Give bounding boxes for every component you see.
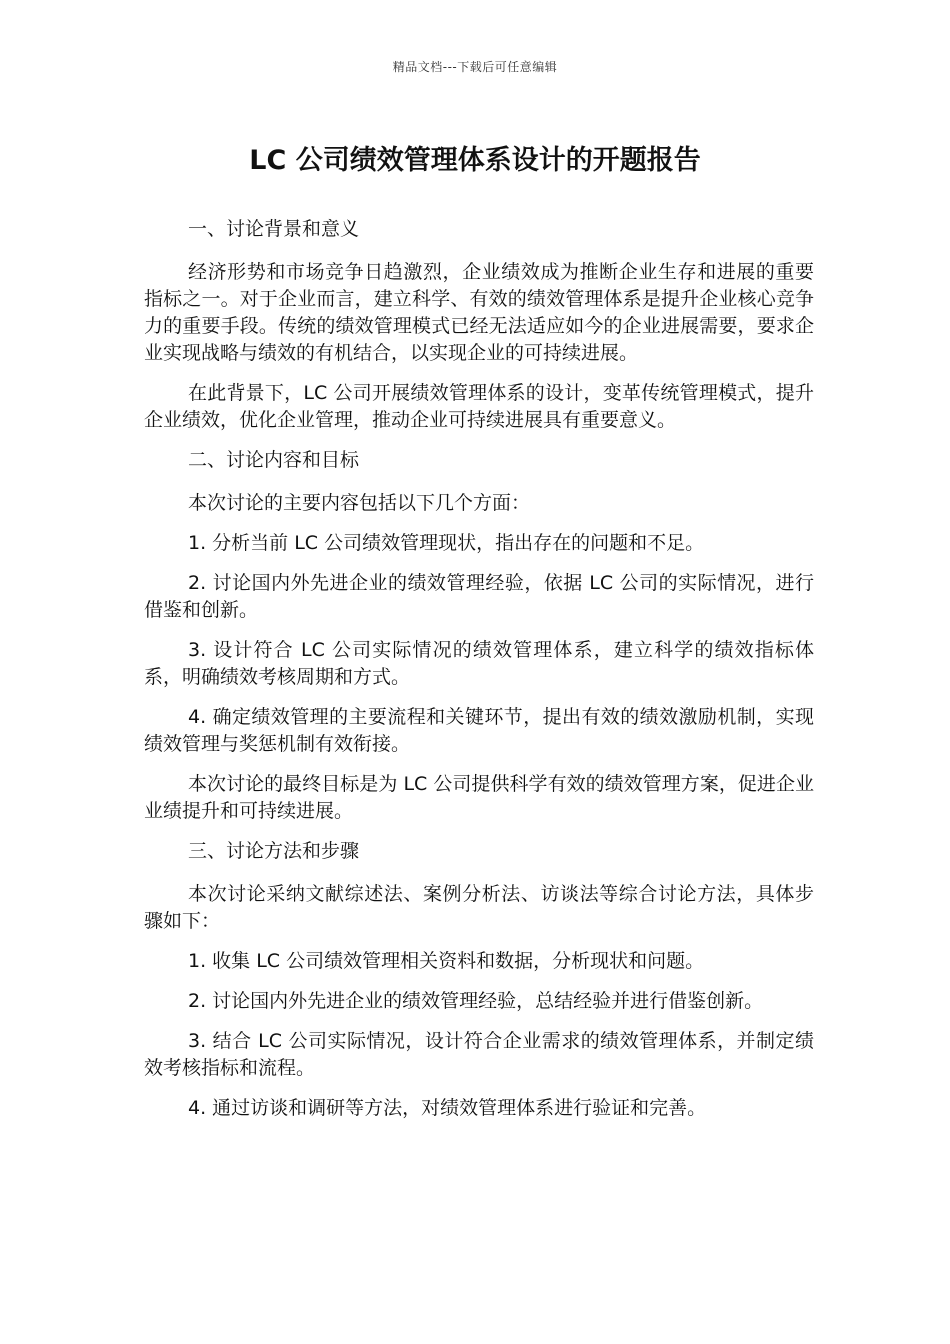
list-item-content-2: 2. 讨论国内外先进企业的绩效管理经验，依据 LC 公司的实际情况，进行借鉴和创新。	[144, 572, 814, 621]
paragraph-method-intro: 本次讨论采纳文献综述法、案例分析法、访谈法等综合讨论方法，具体步骤如下：	[144, 883, 814, 932]
paragraph-content-intro: 本次讨论的主要内容包括以下几个方面：	[188, 492, 531, 514]
document-title: LC 公司绩效管理体系设计的开题报告	[249, 145, 701, 176]
list-item-step-4: 4. 通过访谈和调研等方法，对绩效管理体系进行验证和完善。	[188, 1097, 707, 1119]
list-item-content-4: 4. 确定绩效管理的主要流程和关键环节，提出有效的绩效激励机制，实现绩效管理与奖惩机制有效衔接。	[144, 706, 814, 755]
list-item-content-1: 1. 分析当前 LC 公司绩效管理现状，指出存在的问题和不足。	[188, 532, 705, 554]
paragraph-background: 经济形势和市场竞争日趋激烈，企业绩效成为推断企业生存和进展的重要指标之一。对于企业而言，建立科学、有效的绩效管理体系是提升企业核心竞争力的重要手段。传统的绩效管理模式已经无法适应如今的企业进展需要，要求企业实现战略与绩效的有机结合，以实现企业的可持续进展。	[144, 261, 814, 364]
section-heading-method: 三、讨论方法和步骤	[188, 840, 360, 862]
paragraph-significance: 在此背景下，LC 公司开展绩效管理体系的设计，变革传统管理模式，提升企业绩效，优化企业管理，推动企业可持续进展具有重要意义。	[144, 382, 814, 431]
section-heading-background: 一、讨论背景和意义	[188, 218, 360, 240]
section-heading-content: 二、讨论内容和目标	[188, 449, 360, 471]
page-header: 精品文档---下载后可任意编辑	[392, 60, 558, 74]
list-item-content-3: 3. 设计符合 LC 公司实际情况的绩效管理体系，建立科学的绩效指标体系，明确绩效考核周期和方式。	[144, 639, 814, 688]
paragraph-goal: 本次讨论的最终目标是为 LC 公司提供科学有效的绩效管理方案，促进企业业绩提升和可持续进展。	[144, 773, 814, 822]
list-item-step-1: 1. 收集 LC 公司绩效管理相关资料和数据，分析现状和问题。	[188, 950, 705, 972]
document-body	[144, 216, 814, 1135]
list-item-step-2: 2. 讨论国内外先进企业的绩效管理经验，总结经验并进行借鉴创新。	[188, 990, 764, 1012]
list-item-step-3: 3. 结合 LC 公司实际情况，设计符合企业需求的绩效管理体系，并制定绩效考核指标和流程。	[144, 1030, 814, 1079]
